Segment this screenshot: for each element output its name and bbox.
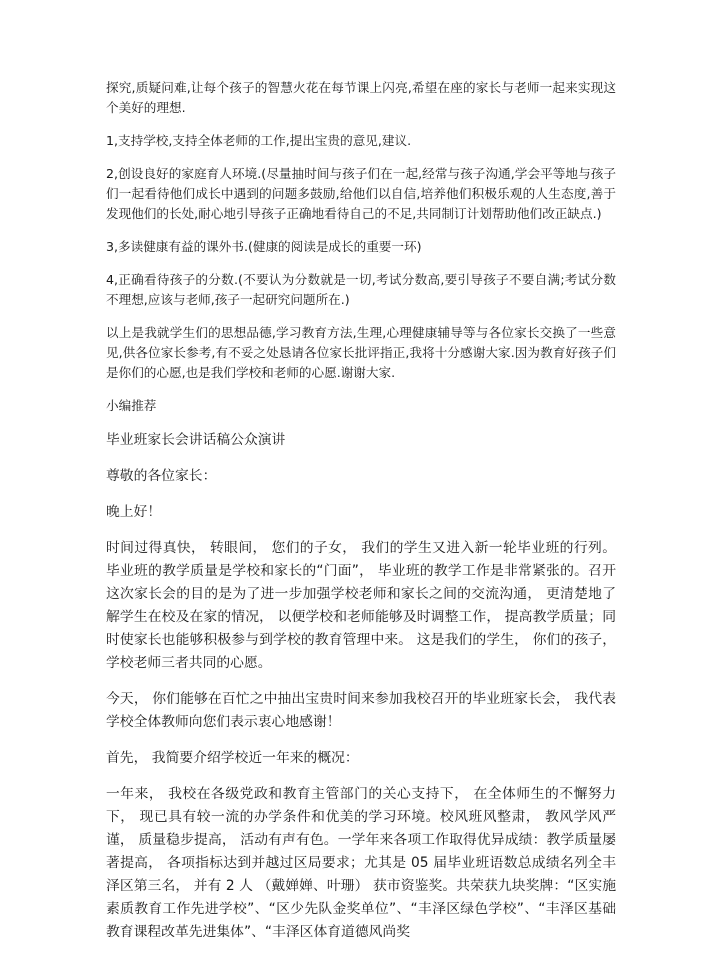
paragraph-closing: 以上是我就学生们的思想品德,学习教育方法,生理,心理健康辅导等与各位家长交换了一些意见,供各位家长参考,有不妥之处恳请各位家长批评指正,我将十分感谢大家.因为教育好孩子们是你们的心愿,也是我们学校和老师的心愿.谢谢大家. [106, 325, 616, 380]
editor-recommend-heading: 小编推荐 [106, 398, 157, 413]
paragraph-thanks: 今天， 你们能够在百忙之中抽出宝贵时间来参加我校召开的毕业班家长会， 我代表学校全体教师向您们表示衷心地感谢！ [106, 691, 616, 730]
document-page [106, 78, 616, 957]
paragraph-item-4: 4,正确看待孩子的分数.(不要认为分数就是一切,考试分数高,要引导孩子不要自满;考试分数不理想,应该与老师,孩子一起研究问题所在.) [106, 272, 616, 307]
speech-title: 毕业班家长会讲话稿公众演讲 [106, 432, 286, 448]
paragraph-purpose: 时间过得真快， 转眼间， 您们的子女， 我们的学生又进入新一轮毕业班的行列。 毕业班的教学质量是学校和家长的“门面”， 毕业班的教学工作是非常紧张的。召开这次家长会的目的是为了进一步加强学校老师和家长之间的交流沟通， 更清楚地了解学生在校及在家的情况， 以便学校和老师能够及时调整工作， 提高教学质量；同时使家长也能够积极参与到学校的教育管理中来。 这是我们的学生， 你们的孩子， 学校老师三者共同的心愿。 [106, 540, 616, 671]
paragraph-overview-intro: 首先， 我简要介绍学校近一年来的概况： [106, 750, 359, 766]
greeting: 晚上好！ [106, 504, 162, 520]
paragraph-item-3: 3,多读健康有益的课外书.(健康的阅读是成长的重要一环) [106, 239, 422, 254]
paragraph-achievements: 一年来， 我校在各级党政和教育主管部门的关心支持下， 在全体师生的不懈努力下， 现已具有较一流的办学条件和优美的学习环境。校风班风整肃， 教风学风严谨， 质量稳步提高， 活动有声有色。一学年来各项工作取得优异成绩：教学质量屡著提高， 各项指标达到并越过区局要求；尤其是 05 届毕业班语数总成绩名列全丰泽区第三名， 并有 2 人 （戴婵婵、叶珊） 获市资鉴奖。共荣获九块奖牌：“区实施素质教育工作先进学校”、“区少先队金奖单位”、“丰泽区绿色学校”、“丰泽区基础教育课程改革先进集体”、“丰泽区体育道德风尚奖 [106, 786, 616, 940]
salutation: 尊敬的各位家长： [106, 468, 217, 484]
paragraph-ideal: 探究,质疑问难,让每个孩子的智慧火花在每节课上闪亮,希望在座的家长与老师一起来实现这个美好的理想. [106, 80, 616, 115]
paragraph-item-2: 2,创设良好的家庭育人环境.(尽量抽时间与孩子们在一起,经常与孩子沟通,学会平等地与孩子们一起看待他们成长中遇到的问题多鼓励,给他们以自信,培养他们积极乐观的人生态度,善于发现他们的长处,耐心地引导孩子正确地看待自己的不足,共同制订计划帮助他们改正缺点.) [106, 166, 616, 221]
paragraph-item-1: 1,支持学校,支持全体老师的工作,提出宝贵的意见,建议. [106, 133, 412, 148]
